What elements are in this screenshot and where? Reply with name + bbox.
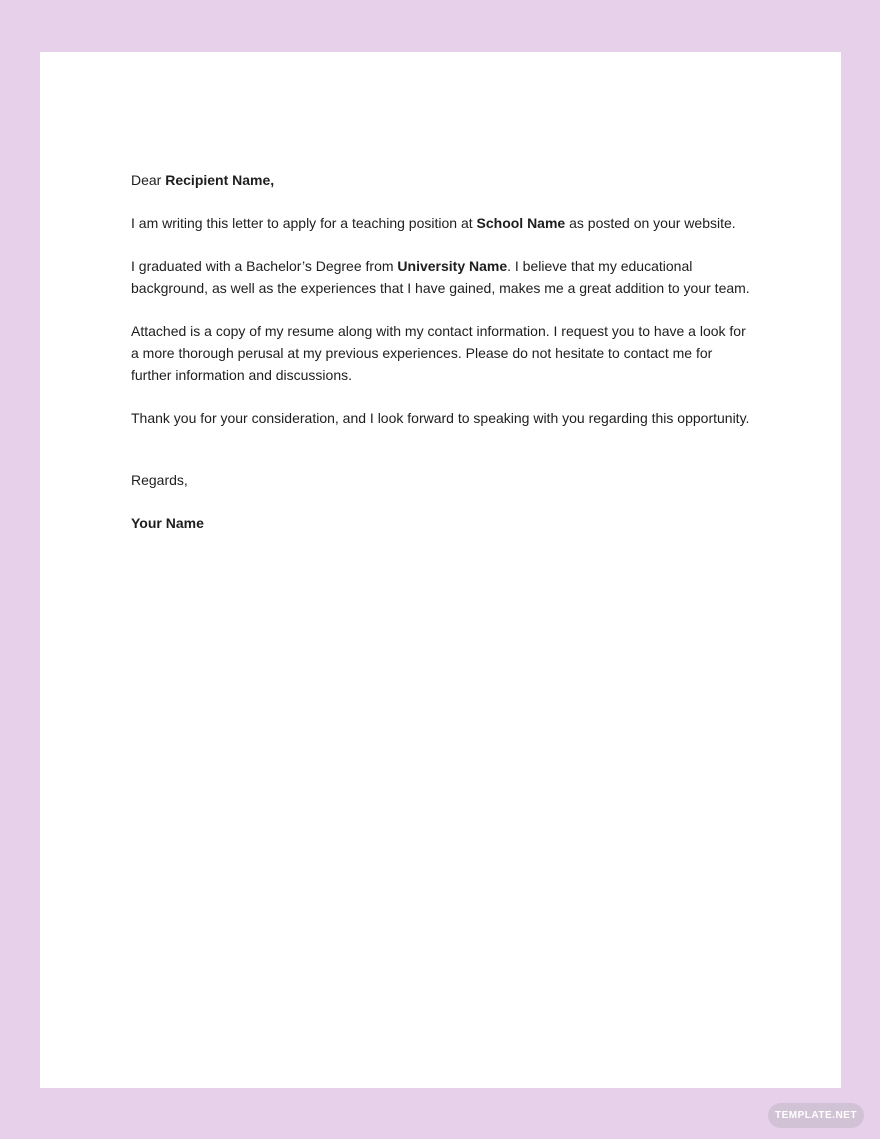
closing: Regards, [131, 472, 188, 488]
paragraph-attachment: Attached is a copy of my resume along with my contact information. I request you to have a look for a more thorough perusal at my previous experiences. Please do not hesitate to contact me for further information and discussions. [131, 323, 746, 383]
salutation [131, 169, 756, 191]
letter-page [40, 52, 841, 1088]
school-name: School Name [476, 215, 566, 231]
signature-name: Your Name [131, 515, 204, 531]
paragraph-text: . I believe that my educational background, as well as the experiences that I have gained, makes me a great addition to your team. [131, 258, 750, 296]
watermark-badge: TEMPLATE.NET [768, 1103, 864, 1128]
signature [131, 512, 756, 534]
paragraph-application [131, 212, 756, 234]
salutation-prefix: Dear [131, 172, 162, 188]
paragraph-text: I am writing this letter to apply for a teaching position at [131, 215, 473, 231]
letter-body [131, 169, 756, 555]
paragraph-thanks: Thank you for your consideration, and I look forward to speaking with you regarding this opportunity. [131, 410, 750, 426]
paragraph-text: as posted on your website. [569, 215, 736, 231]
paragraph-text: I graduated with a Bachelor’s Degree from [131, 258, 394, 274]
recipient-name: Recipient Name, [165, 172, 275, 188]
paragraph-education [131, 255, 756, 299]
university-name: University Name [397, 258, 508, 274]
